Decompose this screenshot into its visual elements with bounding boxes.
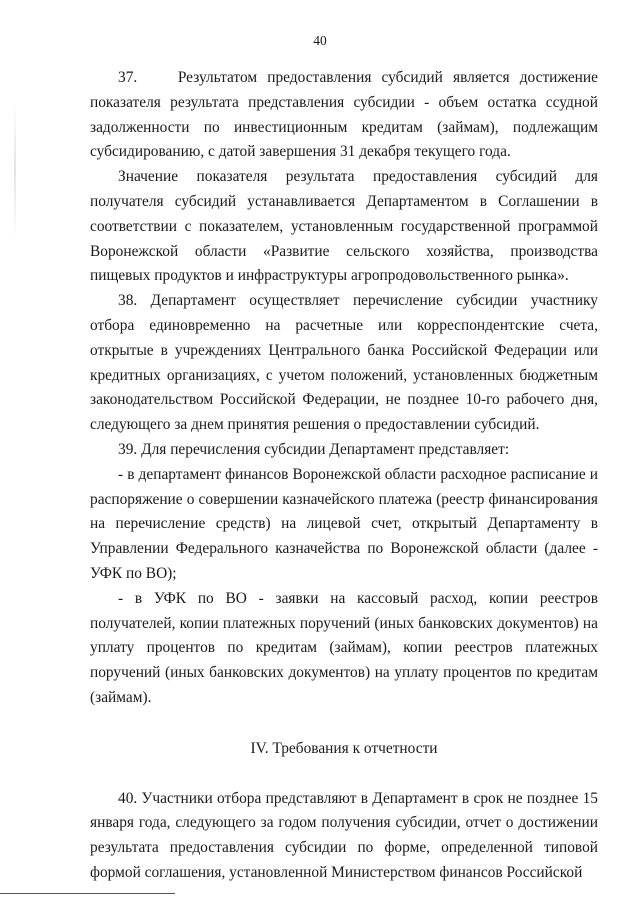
paragraph-39: 39. Для перечисления субсидии Департамент представляет: xyxy=(118,440,510,458)
paragraph-39-item-finance-department: - в департамент финансов Воронежской области расходное расписание и распоряжение о совершении казначейского платежа (реестр финансирования на перечисление средств) на лицевой счет, открытый Департаменту в Управлении Федерального казначейства по Воронежской области (далее - УФК по ВО); xyxy=(90,465,598,582)
footnote-rule xyxy=(0,893,175,894)
section-heading: IV. Требования к отчетности xyxy=(250,739,438,757)
paragraph-37: 37. Результатом предоставления субсидий является достижение показателя результата представления субсидии - объем остатка ссудной задолженности по инвестиционным кредитам (займам), подлежащим субсидированию, с датой завершения 31 декабря текущего года. xyxy=(90,69,598,161)
paragraph-39-item-ufk: - в УФК по ВО - заявки на кассовый расход, копии реестров получателей, копии платежных поручений (иных банковских документов) на уплату процентов по кредитам (займам), копии реестров платежных поручений (иных банковских документов) на уплату процентов по кредитам (займам). xyxy=(90,589,598,706)
scan-edge-mark xyxy=(14,100,16,240)
paragraph-38: 38. Департамент осуществляет перечисление субсидии участнику отбора единовременно на расчетные или корреспондентские счета, открытые в учреждениях Центрального банка Российской Федерации или кредитных организациях, с учетом положений, установленных бюджетным законодательством Российской Федерации, не позднее 10-го рабочего дня, следующего за днем принятия решения о предоставлении субсидий. xyxy=(90,292,598,434)
paragraph-37-indicator-value: Значение показателя результата предоставления субсидий для получателя субсидий устанавливается Департаментом в Соглашении в соответствии с показателем, установленным государственной программой Воронежской области «Развитие сельского хозяйства, производства пищевых продуктов и инфраструктуры агропродовольственного рынка». xyxy=(90,168,598,285)
page-number: 40 xyxy=(313,33,327,48)
paragraph-40: 40. Участники отбора представляют в Департамент в срок не позднее 15 января года, следующего за годом получения субсидии, отчет о достижении результата предоставления субсидии по форме, определенной типовой формой соглашения, установленной Министерством финансов Российской xyxy=(90,789,598,881)
document-body xyxy=(90,66,598,886)
